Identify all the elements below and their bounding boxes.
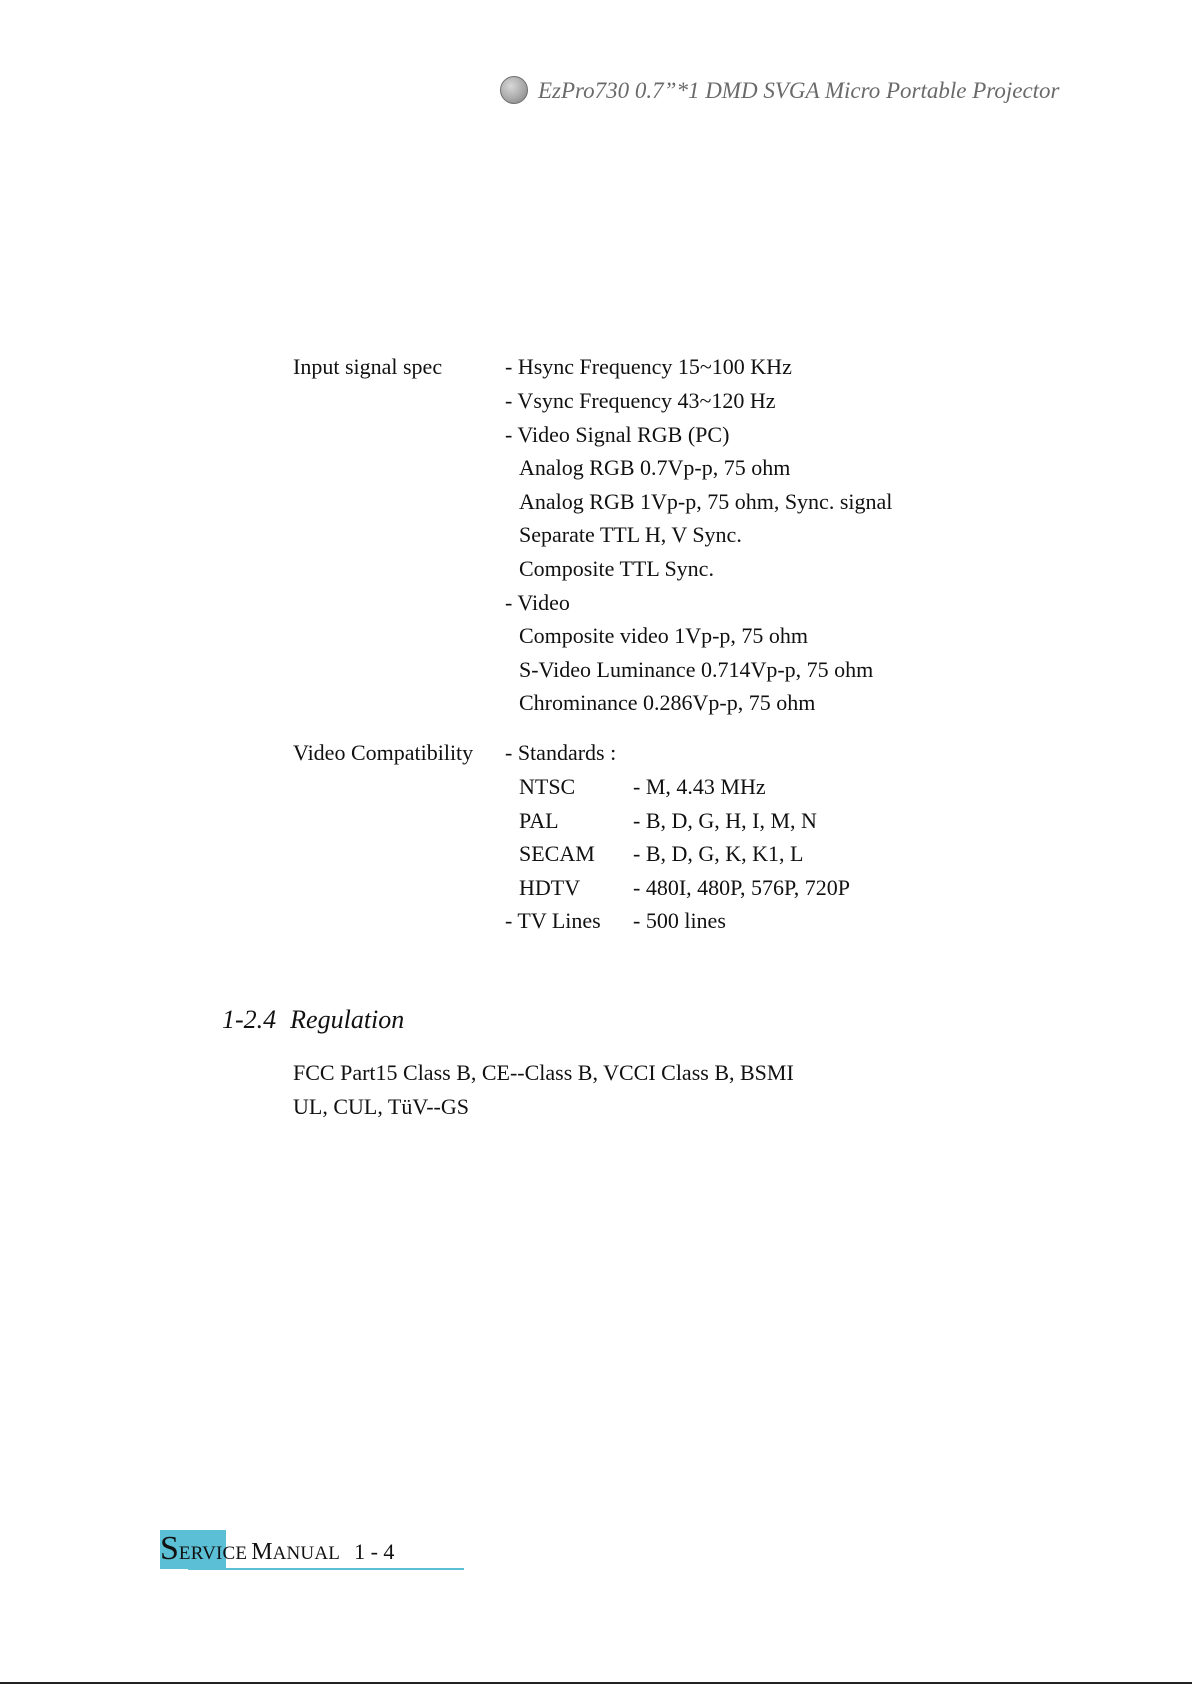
page-header bbox=[500, 74, 1120, 114]
circle-bullet-icon bbox=[500, 76, 528, 104]
spec-line: - Hsync Frequency 15~100 KHz bbox=[505, 354, 792, 379]
section-title: Regulation bbox=[290, 1005, 405, 1034]
footer-label bbox=[160, 1532, 394, 1566]
spec-line: - Video bbox=[505, 590, 570, 615]
footer-anual: ANUAL bbox=[272, 1543, 341, 1564]
footer-ervice: ERVICE bbox=[178, 1543, 248, 1564]
page-number: 1 - 4 bbox=[354, 1539, 395, 1564]
standard-value: - M, 4.43 MHz bbox=[633, 774, 766, 799]
footer-cap-m: M bbox=[251, 1539, 273, 1565]
standard-name: SECAM bbox=[519, 841, 595, 866]
standard-name: NTSC bbox=[519, 774, 576, 799]
spec-line: Analog RGB 1Vp-p, 75 ohm, Sync. signal bbox=[519, 489, 893, 514]
page-footer bbox=[160, 1530, 464, 1570]
input-signal-label: Input signal spec bbox=[293, 354, 443, 379]
section-heading bbox=[222, 1005, 404, 1035]
spec-line: Chrominance 0.286Vp-p, 75 ohm bbox=[519, 690, 816, 715]
section-number: 1-2.4 bbox=[222, 1005, 277, 1034]
spec-line: Separate TTL H, V Sync. bbox=[519, 522, 742, 547]
standard-value: - B, D, G, H, I, M, N bbox=[633, 808, 817, 833]
regulation-line: UL, CUL, TüV--GS bbox=[293, 1094, 470, 1119]
bottom-rule bbox=[0, 1682, 1192, 1684]
spec-line: - Video Signal RGB (PC) bbox=[505, 422, 730, 447]
standard-name: HDTV bbox=[519, 875, 581, 900]
spec-line: Composite video 1Vp-p, 75 ohm bbox=[519, 623, 809, 648]
video-compatibility-label: Video Compatibility bbox=[293, 740, 474, 765]
standard-value: - 480I, 480P, 576P, 720P bbox=[633, 875, 850, 900]
standard-value: - B, D, G, K, K1, L bbox=[633, 841, 804, 866]
standard-name: PAL bbox=[519, 808, 559, 833]
spec-line: Analog RGB 0.7Vp-p, 75 ohm bbox=[519, 455, 791, 480]
footer-rule bbox=[188, 1568, 464, 1570]
tv-lines-value: - 500 lines bbox=[633, 908, 726, 933]
regulation-line: FCC Part15 Class B, CE--Class B, VCCI Class B, BSMI bbox=[293, 1060, 794, 1085]
header-title: EzPro730 0.7”*1 DMD SVGA Micro Portable Projector bbox=[538, 78, 1060, 103]
spec-line: Composite TTL Sync. bbox=[519, 556, 714, 581]
tv-lines-label: - TV Lines bbox=[505, 908, 601, 933]
footer-cap-s: S bbox=[160, 1530, 179, 1567]
spec-line: - Vsync Frequency 43~120 Hz bbox=[505, 388, 776, 413]
spec-line: S-Video Luminance 0.714Vp-p, 75 ohm bbox=[519, 657, 874, 682]
standards-heading: - Standards : bbox=[505, 740, 617, 765]
